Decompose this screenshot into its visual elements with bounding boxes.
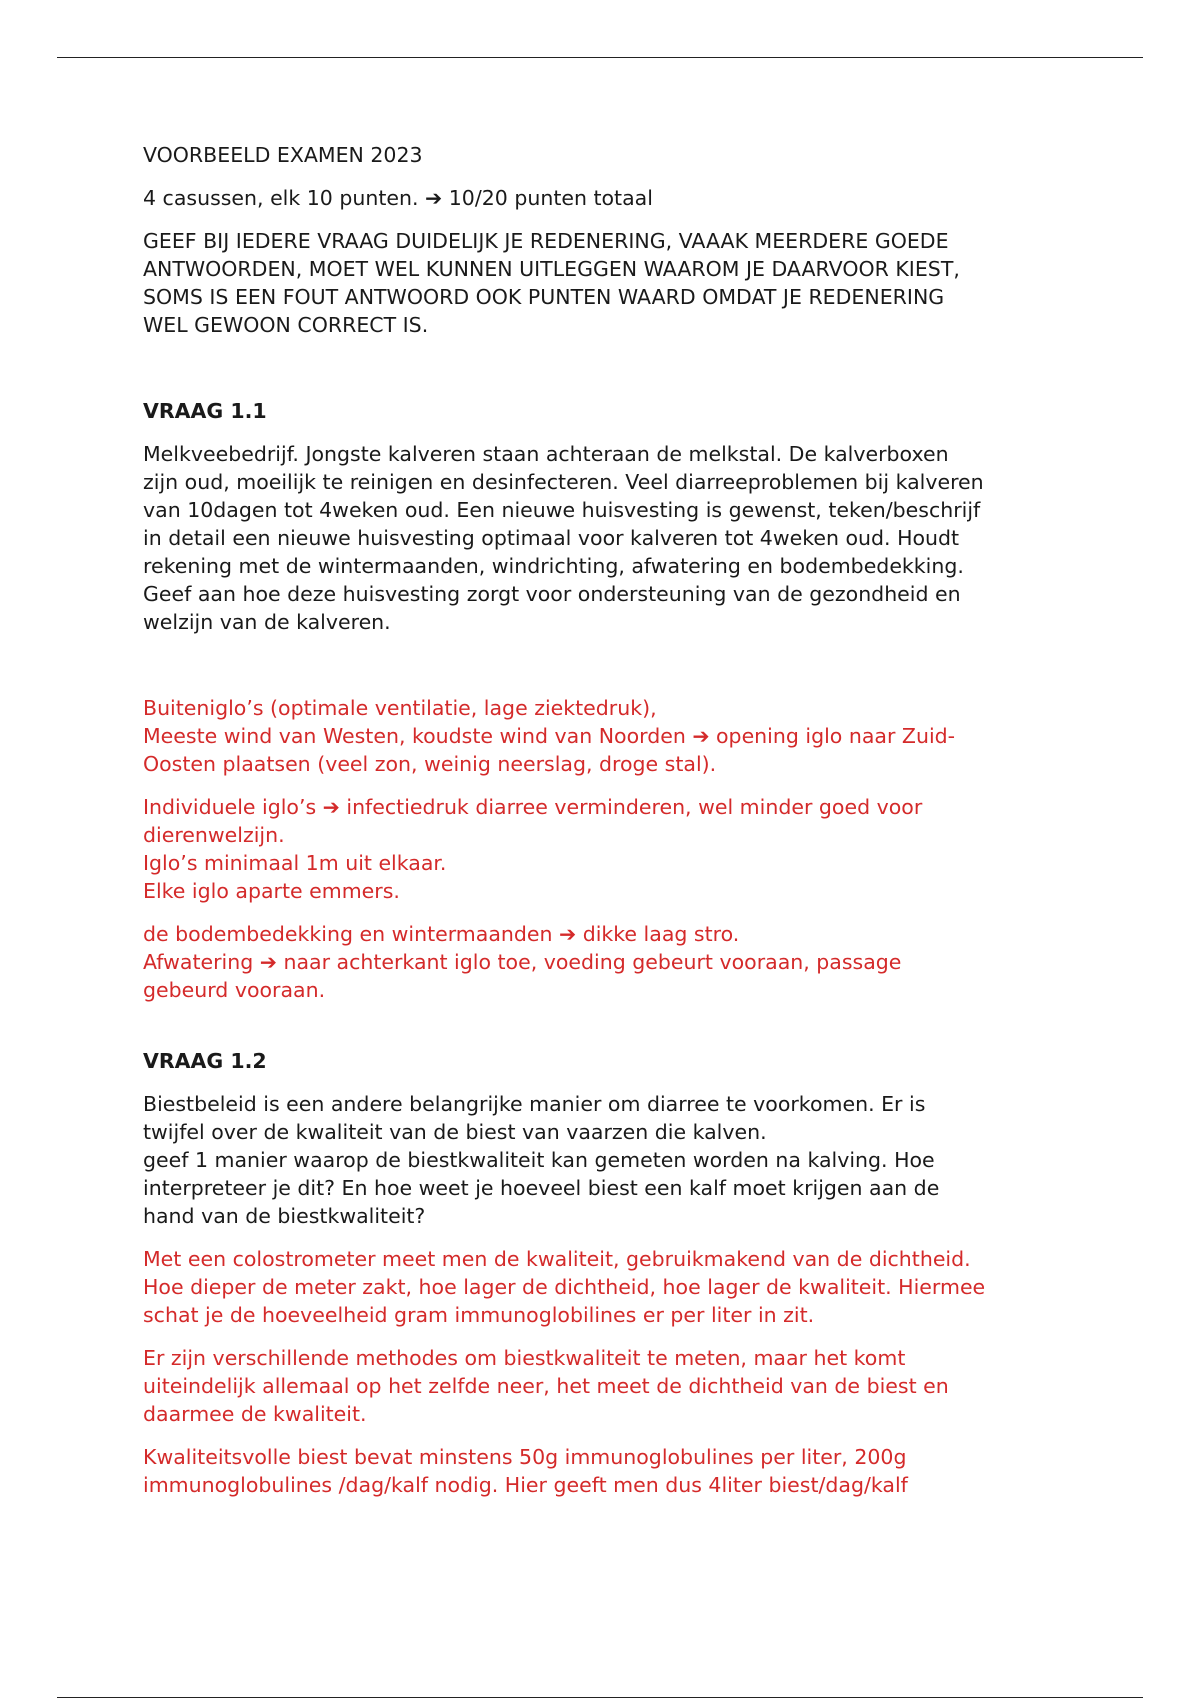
answer-paragraph: Buiteniglo’s (optimale ventilatie, lage ziektedruk), Meeste wind van Westen, koudste wind van Noorden ➔ opening iglo naar Zuid- Oosten plaatsen (veel zon, weinig neerslag, droge stal). bbox=[143, 696, 956, 776]
question-1-2 bbox=[143, 1047, 1073, 1499]
answer-paragraph: Kwaliteitsvolle biest bevat minstens 50g immunoglobulines per liter, 200g immunoglobulines /dag/kalf nodig. Hier geeft men dus 4liter biest/dag/kalf bbox=[143, 1445, 908, 1497]
exam-title: VOORBEELD EXAMEN 2023 bbox=[143, 143, 423, 167]
question-1-1 bbox=[143, 397, 1073, 1004]
question-heading: VRAAG 1.2 bbox=[143, 1049, 267, 1073]
exam-subtitle: 4 casussen, elk 10 punten. ➔ 10/20 punten totaal bbox=[143, 186, 653, 210]
answer-paragraph: de bodembedekking en wintermaanden ➔ dikke laag stro. Afwatering ➔ naar achterkant iglo toe, voeding gebeurt vooraan, passage gebeurd vooraan. bbox=[143, 922, 902, 1002]
question-text: Melkveebedrijf. Jongste kalveren staan achteraan de melkstal. De kalverboxen zijn oud, moeilijk te reinigen en desinfecteren. Veel diarreeproblemen bij kalveren van 10dagen tot 4weken oud. Een nieuwe huisvesting is gewenst, teken/beschrijf in detail een nieuwe huisvesting optimaal voor kalveren tot 4weken oud. Houdt rekening met de wintermaanden, windrichting, afwatering en bodembedekking. Geef aan hoe deze huisvesting zorgt voor ondersteuning van de gezondheid en welzijn van de kalveren. bbox=[143, 442, 984, 634]
footer-rule bbox=[57, 1697, 1143, 1698]
question-heading: VRAAG 1.1 bbox=[143, 399, 267, 423]
answer-paragraph: Individuele iglo’s ➔ infectiedruk diarree verminderen, wel minder goed voor dierenwelzijn. Iglo’s minimaal 1m uit elkaar. Elke iglo aparte emmers. bbox=[143, 795, 923, 903]
answer-paragraph: Met een colostrometer meet men de kwaliteit, gebruikmakend van de dichtheid. Hoe dieper de meter zakt, hoe lager de dichtheid, hoe lager de kwaliteit. Hiermee schat je de hoeveelheid gram immunoglobilines er per liter in zit. bbox=[143, 1247, 986, 1327]
answer-paragraph: Er zijn verschillende methodes om biestkwaliteit te meten, maar het komt uiteindelijk allemaal op het zelfde neer, het meet de dichtheid van de biest en daarmee de kwaliteit. bbox=[143, 1346, 949, 1426]
exam-instruction: GEEF BIJ IEDERE VRAAG DUIDELIJK JE REDENERING, VAAAK MEERDERE GOEDE ANTWOORDEN, MOET WEL KUNNEN UITLEGGEN WAAROM JE DAARVOOR KIEST, SOMS IS EEN FOUT ANTWOORD OOK PUNTEN WAARD OMDAT JE REDENERING WEL GEWOON CORRECT IS. bbox=[143, 229, 960, 337]
document-body bbox=[143, 141, 1073, 1514]
question-text: Biestbeleid is een andere belangrijke manier om diarree te voorkomen. Er is twijfel over de kwaliteit van de biest van vaarzen die kalven. geef 1 manier waarop de biestkwaliteit kan gemeten worden na kalving. Hoe interpreteer je dit? En hoe weet je hoeveel biest een kalf moet krijgen aan de hand van de biestkwaliteit? bbox=[143, 1092, 940, 1228]
header-rule bbox=[57, 57, 1143, 58]
